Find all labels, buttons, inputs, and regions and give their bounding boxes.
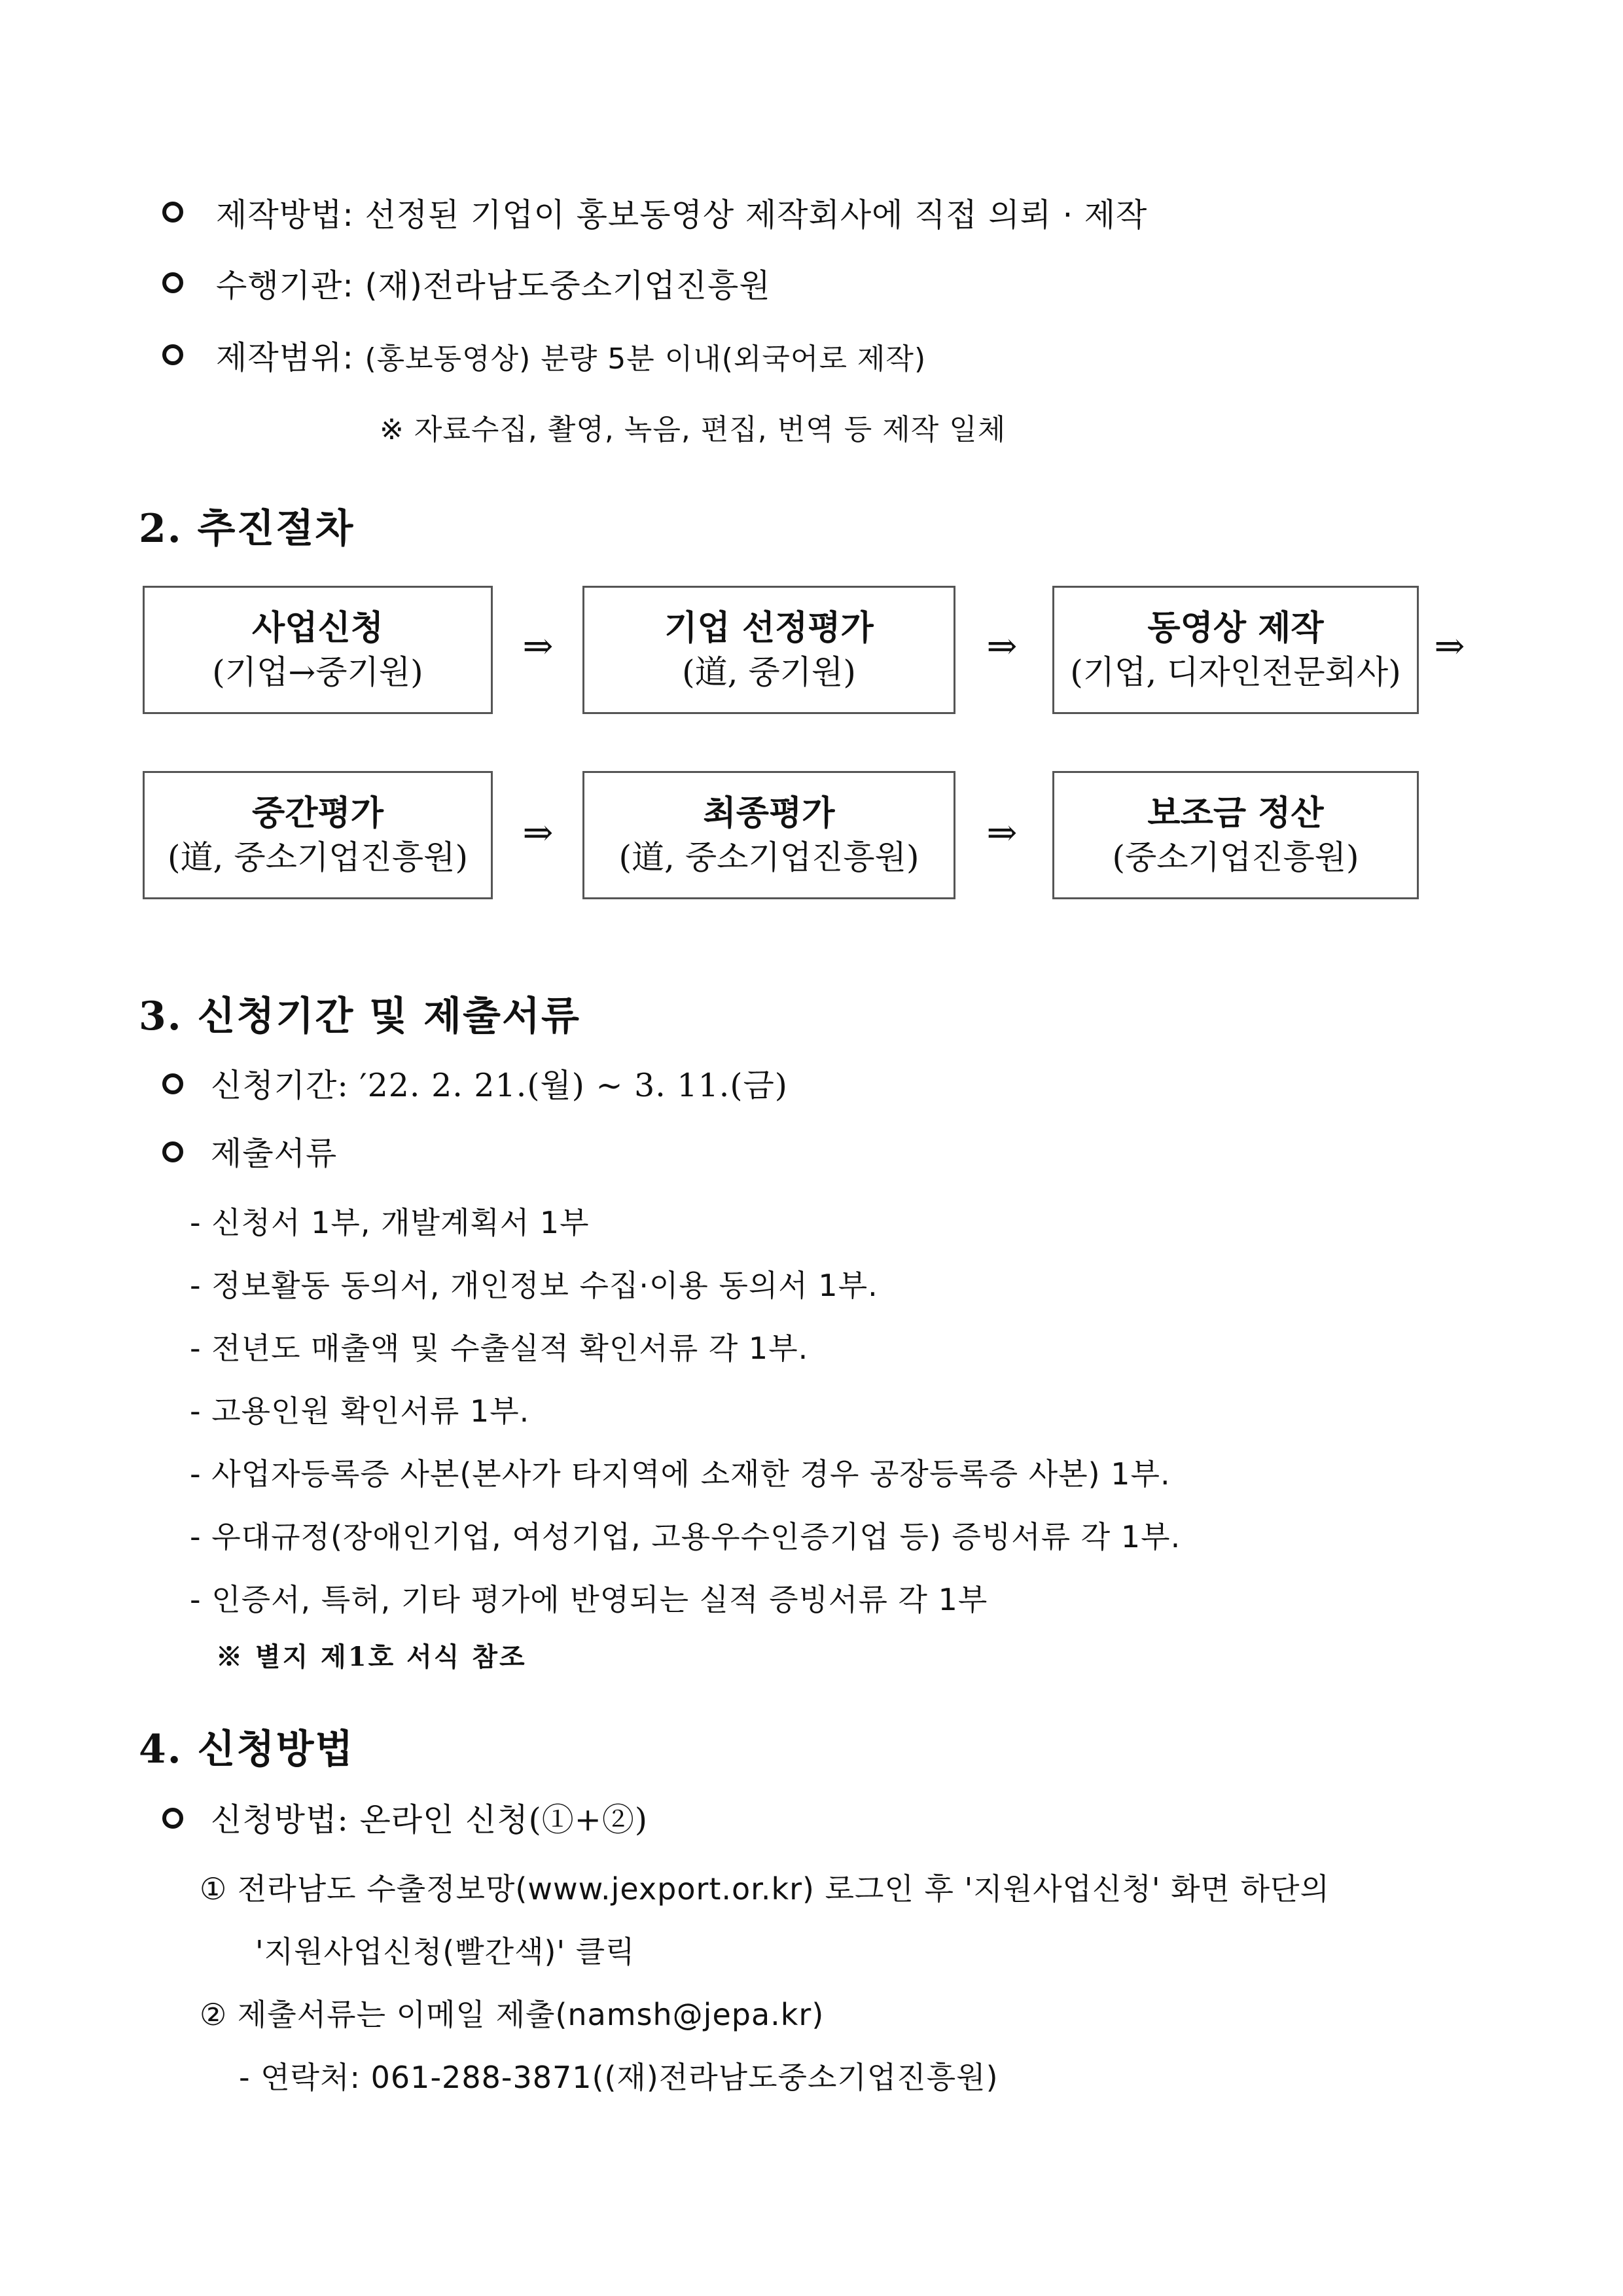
scope-label: 제작범위: (216, 339, 354, 376)
step-sub: (기업, 디자인전문회사) (1070, 653, 1401, 691)
step-title: 동영상 제작 (1147, 608, 1324, 648)
flow-arrow: ⇒ (986, 625, 1018, 668)
production-note: ※ 자료수집, 촬영, 녹음, 편집, 번역 등 제작 일체 (380, 413, 1007, 446)
step-sub: (중소기업진흥원) (1112, 838, 1359, 876)
step-title: 최종평가 (703, 793, 835, 833)
step-box-4 (143, 771, 493, 899)
step-sub: (道, 중소기업진흥원) (618, 838, 919, 876)
step-title: 중간평가 (252, 793, 383, 833)
docs-label: 제출서류 (211, 1135, 338, 1172)
step-1-line-2: '지원사업신청(빨간색)' 클릭 (255, 1934, 635, 1969)
apply-method-text: 온라인 신청(①+②) (359, 1801, 648, 1839)
period-line (211, 1060, 788, 1106)
step-2-line: ② 제출서류는 이메일 제출(namsh@jepa.kr) (200, 1997, 825, 2032)
bullet-icon (162, 202, 183, 223)
doc-item: - 사업자등록증 사본(본사가 타지역에 소재한 경우 공장등록증 사본) 1부. (190, 1456, 1171, 1492)
period-label: 신청기간: (211, 1067, 349, 1104)
flow-arrow: ⇒ (522, 625, 554, 668)
step-sub: (道, 중기원) (682, 653, 856, 691)
bullet-icon (162, 344, 183, 365)
agency-text: (재)전라남도중소기업진흥원 (365, 267, 771, 304)
agency-line (216, 260, 771, 306)
step-title: 보조금 정산 (1147, 793, 1324, 833)
step-1-line-1: ① 전라남도 수출정보망(www.jexport.or.kr) 로그인 후 '지원사업신청' 화면 하단의 (200, 1871, 1330, 1907)
section-2-heading: 2. 추진절차 (139, 506, 355, 552)
step-title: 기업 선정평가 (664, 608, 874, 648)
step-title: 사업신청 (252, 608, 383, 648)
bullet-icon (162, 1073, 183, 1094)
docs-note: ※ 별지 제1호 서식 참조 (216, 1641, 527, 1672)
doc-item: - 우대규정(장애인기업, 여성기업, 고용우수인증기업 등) 증빙서류 각 1부. (190, 1519, 1181, 1554)
bullet-icon (162, 272, 183, 293)
scope-line (216, 332, 926, 378)
method-text: 선정된 기업이 홍보동영상 제작회사에 직접 의뢰 · 제작 (365, 196, 1148, 234)
period-text: ′22. 2. 21.(월) ~ 3. 11.(금) (359, 1067, 788, 1104)
doc-item: - 정보활동 동의서, 개인정보 수집·이용 동의서 1부. (190, 1268, 878, 1303)
flow-arrow: ⇒ (522, 812, 554, 854)
step-box-6 (1052, 771, 1419, 899)
step-sub: (道, 중소기업진흥원) (168, 838, 468, 876)
flow-arrow: ⇒ (986, 812, 1018, 854)
doc-item: - 신청서 1부, 개발계획서 1부 (190, 1205, 590, 1240)
section-4-heading: 4. 신청방법 (139, 1727, 355, 1772)
section-3-heading: 3. 신청기간 및 제출서류 (139, 994, 580, 1039)
method-line (216, 190, 1147, 236)
doc-item: - 전년도 매출액 및 수출실적 확인서류 각 1부. (190, 1331, 809, 1366)
step-sub: (기업→중기원) (212, 653, 423, 691)
step-box-3 (1052, 586, 1419, 714)
step-box-5 (582, 771, 955, 899)
step-box-2 (582, 586, 955, 714)
bullet-icon (162, 1141, 183, 1162)
step-box-1 (143, 586, 493, 714)
apply-method-label: 신청방법: (211, 1801, 349, 1839)
apply-method-line (211, 1795, 648, 1840)
doc-item: - 인증서, 특허, 기타 평가에 반영되는 실적 증빙서류 각 1부 (190, 1582, 988, 1617)
contact-line: - 연락처: 061-288-3871((재)전라남도중소기업진흥원) (239, 2060, 999, 2095)
method-label: 제작방법: (216, 196, 354, 234)
doc-item: - 고용인원 확인서류 1부. (190, 1393, 530, 1429)
agency-label: 수행기관: (216, 267, 354, 304)
flow-arrow: ⇒ (1434, 625, 1465, 668)
bullet-icon (162, 1808, 183, 1829)
scope-text: (홍보동영상) 분량 5분 이내(외국어로 제작) (365, 342, 927, 376)
